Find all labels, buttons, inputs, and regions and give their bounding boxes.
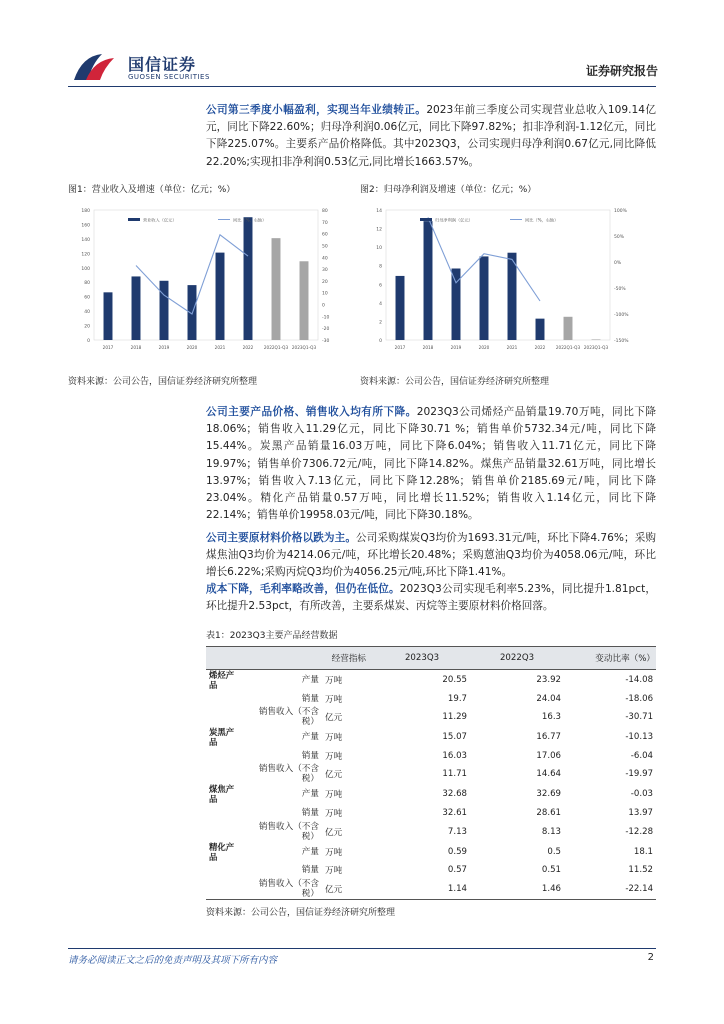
- col-header-change: 变动比率（%）: [564, 647, 656, 670]
- plot-frame: [386, 210, 610, 340]
- report-type-label: 证券研究报告: [585, 64, 658, 78]
- figure-net-profit: [360, 182, 648, 367]
- bar: [132, 276, 141, 340]
- product-cell: [206, 764, 244, 784]
- indicator-cell: 产量: [301, 789, 319, 800]
- value-2022q3-cell: 16.77: [536, 732, 562, 743]
- value-2023q3-cell: 0.59: [447, 846, 468, 857]
- y-axis-tick-label: 100: [81, 266, 90, 272]
- value-2022q3-cell: 17.06: [536, 750, 562, 761]
- paragraph-body: 2023Q3公司实现毛利率5.23%，同比提升1.81pct，环比提升2.53pct，有所改善，主要系煤炭、丙烷等主要原材料价格回落。: [206, 583, 657, 613]
- paragraph-raw-materials: [206, 530, 656, 582]
- x-axis-tick-label: 2017: [394, 345, 406, 350]
- unit-cell: 亿元: [325, 827, 343, 838]
- y2-axis-tick-label: -10: [322, 315, 330, 321]
- table-row: [206, 690, 656, 707]
- table-row: [206, 670, 656, 691]
- indicator-cell: 销售收入（不含税）: [258, 821, 319, 842]
- value-2022q3-cell: 32.69: [536, 789, 562, 800]
- product-cell: 炭黑产品: [209, 727, 235, 748]
- guosen-logo-icon: [72, 50, 116, 84]
- change-cell: -12.28: [625, 826, 654, 837]
- y-axis-tick-label: 0: [379, 339, 382, 344]
- bar: [300, 261, 309, 340]
- table-source: 资料来源：公司公告，国信证券经济研究所整理: [206, 907, 396, 918]
- change-cell: 13.97: [628, 807, 654, 818]
- indicator-cell: 产量: [301, 675, 319, 685]
- indicator-cell: 产量: [301, 732, 319, 743]
- y2-axis-tick-label: 20: [322, 279, 328, 285]
- bar: [536, 319, 545, 340]
- bar: [216, 253, 225, 340]
- bar: [244, 217, 253, 340]
- value-2022q3-cell: 16.3: [541, 712, 562, 723]
- value-2023q3-cell: 11.29: [442, 712, 468, 723]
- header-divider: [68, 86, 656, 87]
- col-header-2022q3: 2022Q3: [470, 647, 564, 670]
- x-axis-tick-label: 2020: [186, 345, 198, 350]
- indicator-cell: 销售收入（不含税）: [258, 764, 319, 785]
- y-axis-tick-label: 6: [379, 283, 382, 289]
- value-2022q3-cell: 24.04: [536, 693, 562, 704]
- table-row: [206, 822, 656, 842]
- product-cell: [206, 804, 244, 821]
- product-cell: [206, 879, 244, 900]
- y2-axis-tick-label: 50%: [614, 235, 625, 240]
- value-2022q3-cell: 14.64: [536, 769, 562, 780]
- y2-axis-tick-label: -30: [322, 339, 330, 344]
- y-axis-tick-label: 14: [376, 209, 382, 214]
- indicator-cell: 产量: [301, 846, 319, 857]
- paragraph-body: 2023年前三季度公司实现营业总收入109.14亿元，同比下降22.60%；归母净利润0.06亿元，同比下降97.82%；扣非净利润-1.12亿元，同比下降225.07%。主要系产品价格降低。其中2023Q3，公司实现归母净利润0.67亿元,同比降低22.20%;实现扣非净利润0.53亿元,同比增长1663.57%。: [206, 104, 656, 168]
- paragraph-body: 2023Q3公司烯烃产品销量19.70万吨，同比下降18.06%；销售收入11.29亿元，同比下降30.71 %；销售单价5732.34元/吨，同比下降15.44%。炭黑产品销量16.03万吨，同比下降6.04%；销售收入11.71亿元，同比下降19.97%；销售单价7306.72元/吨，同比下降14.82%。煤焦产品销量32.61万吨，同比增长13.97%；销售收入7.13亿元，同比下降12.28%；销售单价2185.69元/吨，同比下降23.04%。精化产品销量0.57万吨，同比增长11.52%；销售收入1.14亿元，同比下降22.14%；销售单价19958.03元/吨，同比下降30.18%。: [206, 406, 656, 522]
- change-cell: -19.97: [625, 769, 654, 780]
- value-2022q3-cell: 28.61: [536, 807, 562, 818]
- unit-cell: 万吨: [325, 694, 343, 705]
- logo-name-en: GUOSEN SECURITIES: [128, 73, 210, 81]
- bar: [160, 281, 169, 340]
- x-axis-tick-label: 2017: [102, 345, 114, 350]
- figure-revenue: [68, 182, 356, 367]
- y2-axis-tick-label: -50%: [614, 287, 626, 292]
- value-2023q3-cell: 7.13: [447, 826, 468, 837]
- unit-cell: 万吨: [325, 751, 343, 762]
- change-cell: -6.04: [630, 750, 654, 761]
- value-2023q3-cell: 0.57: [447, 865, 468, 876]
- product-cell: [206, 707, 244, 727]
- legend-label: 同比（%，右轴）: [525, 217, 559, 223]
- paragraph-product-prices: [206, 404, 656, 524]
- net-profit-chart: [360, 196, 648, 366]
- footer-divider: [68, 948, 656, 949]
- change-cell: 18.1: [633, 846, 654, 857]
- y-axis-tick-label: 80: [84, 281, 90, 287]
- y2-axis-tick-label: 50: [322, 244, 328, 250]
- product-cell: [206, 690, 244, 707]
- x-axis-tick-label: 2022: [534, 345, 546, 350]
- bar: [396, 276, 405, 340]
- bar: [592, 339, 601, 340]
- change-cell: -14.08: [625, 675, 654, 685]
- disclaimer-text: 请务必阅读正文之后的免责声明及其项下所有内容: [68, 955, 278, 966]
- table-header-row: [206, 647, 656, 670]
- y2-axis-tick-label: 30: [322, 268, 328, 274]
- indicator-cell: 销量: [301, 807, 319, 818]
- bar: [104, 292, 113, 340]
- figure-source: 资料来源：公司公告，国信证券经济研究所整理: [360, 377, 550, 387]
- product-cell: [206, 862, 244, 879]
- legend-label: 同比（%，右轴）: [233, 217, 267, 223]
- y2-axis-tick-label: 100%: [614, 209, 627, 214]
- figure-source: 资料来源：公司公告，国信证券经济研究所整理: [68, 377, 258, 387]
- change-cell: -0.03: [630, 789, 654, 800]
- value-2023q3-cell: 16.03: [442, 750, 468, 761]
- unit-cell: 万吨: [325, 733, 343, 744]
- y2-axis-tick-label: -100%: [614, 313, 629, 318]
- value-2023q3-cell: 15.07: [442, 732, 468, 743]
- figure-title: 图1：营业收入及增速（单位：亿元；%）: [68, 185, 236, 195]
- x-axis-tick-label: 2019: [450, 345, 462, 350]
- y2-axis-tick-label: -20: [322, 327, 330, 333]
- x-axis-tick-label: 2018: [422, 345, 434, 350]
- value-2023q3-cell: 19.7: [447, 693, 468, 704]
- product-cell: [206, 747, 244, 764]
- change-cell: 11.52: [628, 865, 654, 876]
- y-axis-tick-label: 40: [84, 310, 90, 316]
- legend-label: 营业收入（亿元）: [143, 217, 177, 223]
- y2-axis-tick-label: 40: [322, 256, 328, 262]
- bar: [564, 317, 573, 340]
- y-axis-tick-label: 120: [81, 252, 90, 258]
- figure-title: 图2：归母净利润及增速（单位：亿元；%）: [360, 185, 537, 195]
- value-2023q3-cell: 11.71: [442, 769, 468, 780]
- x-axis-tick-label: 2022: [242, 345, 254, 350]
- unit-cell: 万吨: [325, 847, 343, 858]
- y-axis-tick-label: 8: [379, 264, 382, 270]
- y-axis-tick-label: 2: [379, 320, 382, 326]
- y-axis-tick-label: 60: [84, 295, 90, 301]
- change-cell: -18.06: [625, 693, 654, 704]
- change-cell: -30.71: [625, 712, 654, 723]
- y2-axis-tick-label: 10: [322, 291, 328, 297]
- paragraph-lead: 成本下降，毛利率略改善，但仍在低位。: [206, 583, 400, 595]
- x-axis-tick-label: 2019: [158, 345, 170, 350]
- indicator-cell: 销售收入（不含税）: [258, 707, 319, 728]
- paragraph-q3-profit: [206, 102, 656, 171]
- x-axis-tick-label: 2023Q1-Q3: [583, 345, 609, 350]
- y-axis-tick-label: 0: [87, 339, 90, 344]
- indicator-cell: 销量: [301, 865, 319, 876]
- table-row: [206, 727, 656, 747]
- x-axis-tick-label: 2021: [214, 345, 226, 350]
- y-axis-tick-label: 4: [379, 301, 382, 307]
- indicator-cell: 销量: [301, 750, 319, 761]
- paragraph-lead: 公司主要产品价格、销售收入均有所下降。: [206, 406, 417, 418]
- paragraph-body: 公司采购煤炭Q3均价为1693.31元/吨，环比下降4.76%；采购煤焦油Q3均价为4214.06元/吨，环比增长20.48%；采购蒽油Q3均价为4058.06元/吨，环比增长6.22%;采购丙烷Q3均价为4056.25元/吨,环比下降1.41%。: [206, 532, 656, 579]
- y2-axis-tick-label: 80: [322, 209, 328, 214]
- unit-cell: 万吨: [325, 676, 343, 686]
- x-axis-tick-label: 2022Q1-Q3: [263, 345, 289, 350]
- unit-cell: 万吨: [325, 790, 343, 801]
- paragraph-lead: 公司主要原材料价格以跌为主。: [206, 532, 357, 544]
- col-header-indicator: 经营指标: [206, 647, 374, 670]
- value-2023q3-cell: 32.68: [442, 789, 468, 800]
- page-number: 2: [647, 952, 654, 963]
- y2-axis-tick-label: -150%: [614, 339, 629, 344]
- legend-swatch-bar: [420, 218, 432, 221]
- x-axis-tick-label: 2022Q1-Q3: [555, 345, 581, 350]
- y-axis-tick-label: 140: [81, 237, 90, 243]
- bar: [272, 238, 281, 340]
- y-axis-tick-label: 10: [376, 246, 382, 252]
- y-axis-tick-label: 20: [84, 324, 90, 330]
- x-axis-tick-label: 2018: [130, 345, 142, 350]
- x-axis-tick-label: 2021: [506, 345, 518, 350]
- change-cell: -10.13: [625, 732, 654, 743]
- y-axis-tick-label: 12: [376, 227, 382, 233]
- x-axis-tick-label: 2020: [478, 345, 490, 350]
- table-row: [206, 747, 656, 764]
- indicator-cell: 销量: [301, 693, 319, 704]
- col-header-2023q3: 2023Q3: [374, 647, 470, 670]
- unit-cell: 亿元: [325, 713, 343, 724]
- logo-name-cn: 国信证券: [128, 55, 197, 74]
- value-2022q3-cell: 0.5: [547, 846, 562, 857]
- indicator-cell: 销售收入（不含税）: [244, 879, 322, 900]
- legend-label: 归母净利润（亿元）: [435, 217, 473, 223]
- value-2022q3-cell: 23.92: [536, 675, 562, 685]
- table-row: [206, 764, 656, 784]
- y2-axis-tick-label: 60: [322, 232, 328, 238]
- y2-axis-tick-label: 0: [322, 303, 325, 309]
- product-operations-table-block: [206, 628, 656, 918]
- table-row: [206, 862, 656, 879]
- bar: [424, 221, 433, 340]
- product-cell: [206, 822, 244, 842]
- x-axis-tick-label: 2023Q1-Q3: [291, 345, 317, 350]
- value-2023q3-cell: 20.55: [442, 675, 468, 685]
- page-header: [0, 0, 724, 86]
- paragraph-lead: 公司第三季度小幅盈利，实现当年业绩转正。: [206, 104, 427, 116]
- product-cell: 烯烃产品: [209, 670, 235, 690]
- unit-cell: 万吨: [325, 866, 343, 877]
- y2-axis-tick-label: 70: [322, 220, 328, 226]
- product-operations-table: [206, 646, 656, 900]
- table-row: [206, 784, 656, 804]
- table-row: [206, 707, 656, 727]
- bar: [508, 253, 517, 340]
- y-axis-tick-label: 180: [81, 209, 90, 214]
- change-cell: -22.14: [564, 879, 656, 900]
- revenue-chart: [68, 196, 356, 366]
- bar: [480, 256, 489, 340]
- value-2023q3-cell: 1.14: [374, 879, 470, 900]
- table-row: [206, 804, 656, 821]
- table-title: 表1：2023Q3主要产品经营数据: [206, 631, 338, 641]
- y-axis-tick-label: 160: [81, 223, 90, 229]
- value-2022q3-cell: 0.51: [541, 865, 562, 876]
- unit-cell: 亿元: [325, 770, 343, 781]
- table-row: [206, 842, 656, 862]
- y2-axis-tick-label: 0%: [614, 261, 622, 266]
- product-cell: 精化产品: [209, 841, 235, 862]
- legend-swatch-bar: [128, 218, 140, 221]
- value-2022q3-cell: 8.13: [541, 826, 562, 837]
- value-2023q3-cell: 32.61: [442, 807, 468, 818]
- unit-cell: 万吨: [325, 808, 343, 819]
- paragraph-gross-margin: [206, 581, 656, 615]
- product-cell: 煤焦产品: [209, 784, 235, 805]
- unit-cell: 亿元: [322, 879, 374, 900]
- value-2022q3-cell: 1.46: [470, 879, 564, 900]
- table-row: [206, 879, 656, 900]
